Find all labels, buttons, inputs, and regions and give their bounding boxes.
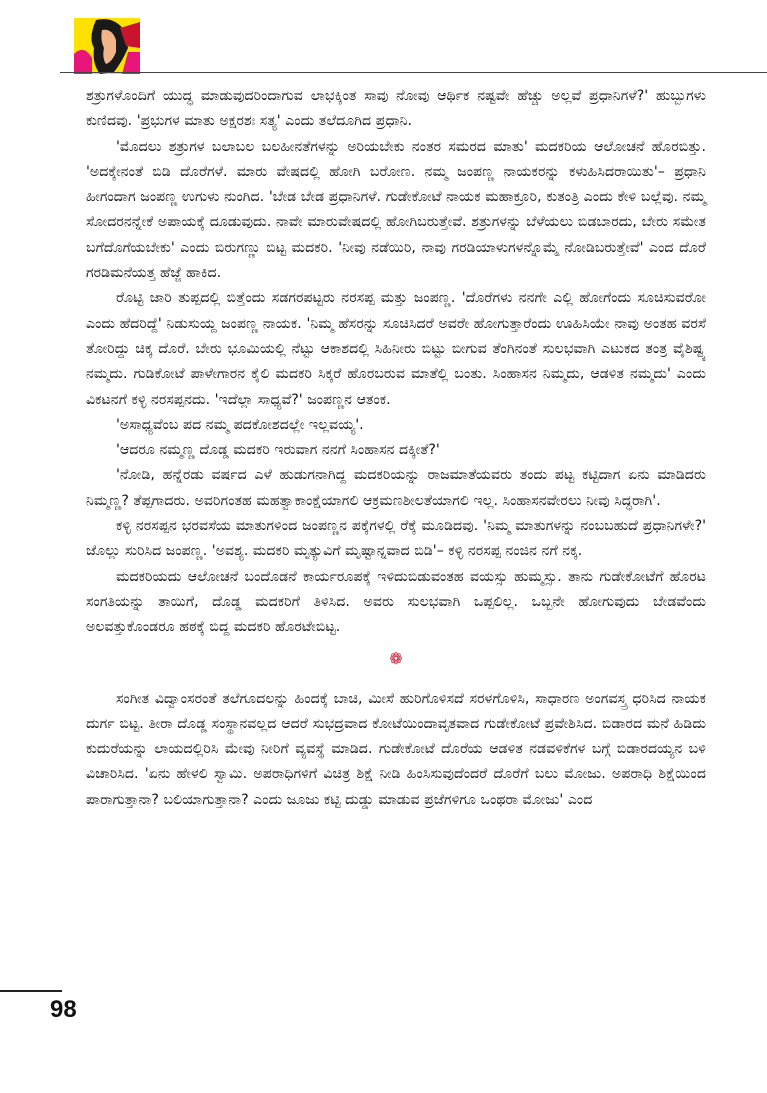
page-body	[86, 84, 706, 813]
paragraph: ಮದಕರಿಯದು ಆಲೋಚನೆ ಬಂದೊಡನೆ ಕಾರ್ಯರೂಪಕ್ಕೆ ಇಳಿದುಬಿಡುವಂತಹ ವಯಸ್ಸು ಹುಮ್ಮಸ್ಸು. ತಾನು ಗುಡೇಕೋಟೆಗೆ ಹೊರಟ ಸಂಗತಿಯನ್ನು ತಾಯಿಗೆ, ದೊಡ್ಡ ಮದಕರಿಗೆ ತಿಳಿಸಿದ. ಅವರು ಸುಲಭವಾಗಿ ಒಪ್ಪಲಿಲ್ಲ. ಒಬ್ಬನೇ ಹೋಗುವುದು ಬೇಡವೆಂದು ಅಲವತ್ತುಕೊಂಡರೂ ಹಠಕ್ಕೆ ಬಿದ್ದ ಮದಕರಿ ಹೊರಟೇಬಿಟ್ಟ.	[86, 568, 706, 636]
paragraph: 'ನೋಡಿ, ಹನ್ನೆರಡು ವರ್ಷದ ಎಳೆ ಹುಡುಗನಾಗಿದ್ದ ಮದಕರಿಯನ್ನು ರಾಜಮಾತೆಯವರು ತಂದು ಪಟ್ಟ ಕಟ್ಟಿದಾಗ ಏನು ಮಾಡಿದರು ನಿಮ್ಮಣ್ಣ? ತೆಪ್ಪಗಾದರು. ಅವರಿಗಂತಹ ಮಹತ್ವಾಕಾಂಕ್ಷೆಯಾಗಲಿ ಆಕ್ರಮಣಶೀಲತೆಯಾಗಲಿ ಇಲ್ಲ. ಸಿಂಹಾಸನವೇರಲು ನೀವು ಸಿದ್ಧರಾಗಿ'.	[86, 467, 706, 509]
page-number: 98	[50, 996, 77, 1023]
paragraph: ಕಳ್ಳಿ ನರಸಪ್ಪನ ಭರವಸೆಯ ಮಾತುಗಳಿಂದ ಜಂಪಣ್ಣನ ಪಕ್ಕೆಗಳಲ್ಲಿ ರೆಕ್ಕೆ ಮೂಡಿದವು. 'ನಿಮ್ಮ ಮಾತುಗಳನ್ನು ನಂಬಬಹುದೆ ಪ್ರಧಾನಿಗಳೇ?' ಜೊಲ್ಲು ಸುರಿಸಿದ ಜಂಪಣ್ಣ. 'ಅವಶ್ಯ. ಮದಕರಿ ಮೃತ್ಯುವಿಗೆ ಮೃಷ್ಟಾನ್ನವಾದ ಬಿಡಿ'– ಕಳ್ಳಿ ನರಸಪ್ಪ ನಂಜಿನ ನಗೆ ನಕ್ಕ.	[86, 518, 706, 560]
paragraph: 'ಆದರೂ ನಮ್ಮಣ್ಣ ದೊಡ್ಡ ಮದಕರಿ ಇರುವಾಗ ನನಗೆ ಸಿಂಹಾಸನ ದಕ್ಕೀತೆ?'	[116, 442, 440, 459]
paragraph: 'ಮೊದಲು ಶತ್ರುಗಳ ಬಲಾಬಲ ಬಲಹೀನತೆಗಳನ್ನು ಅರಿಯಬೇಕು ನಂತರ ಸಮರದ ಮಾತು' ಮದಕರಿಯ ಆಲೋಚನೆ ಹೊರಬಿತ್ತು. 'ಅದಕ್ಕೇನಂತೆ ಬಿಡಿ ದೊರೆಗಳೆ. ಮಾರು ವೇಷದಲ್ಲಿ ಹೋಗಿ ಬರೋಣ. ನಮ್ಮ ಜಂಪಣ್ಣ ನಾಯಕರನ್ನು ಕಳುಹಿಸಿದರಾಯಿತು'– ಪ್ರಧಾನಿ ಹೀಗಂದಾಗ ಜಂಪಣ್ಣ ಉಗುಳು ನುಂಗಿದ. 'ಬೇಡ ಬೇಡ ಪ್ರಧಾನಿಗಳೆ. ಗುಡೇಕೋಟೆ ನಾಯಕ ಮಹಾಕ್ರೂರಿ, ಕುತಂತ್ರಿ ಎಂದು ಕೇಳಿ ಬಲ್ಲೆವು. ನಮ್ಮ ಸೋದರನನ್ನೇಕೆ ಅಪಾಯಕ್ಕೆ ದೂಡುವುದು. ನಾವೇ ಮಾರುವೇಷದಲ್ಲಿ ಹೋಗಿಬರುತ್ತೇವೆ. ಶತ್ರುಗಳನ್ನು ಬೆಳೆಯಲು ಬಿಡಬಾರದು, ಬೇರು ಸಮೇತ ಬಗೆದೊಗೆಯಬೇಕು' ಎಂದು ಬಿರುಗಣ್ಣು ಬಿಟ್ಟ ಮದಕರಿ. 'ನೀವು ನಡೆಯಿರಿ, ನಾವು ಗರಡಿಯಾಳುಗಳನ್ನೊಮ್ಮೆ ನೋಡಿಬರುತ್ತೇವೆ' ಎಂದ ದೊರೆ ಗರಡಿಮನೆಯತ್ತ ಹೆಜ್ಜೆ ಹಾಕಿದ.	[86, 138, 706, 282]
footer-rule	[0, 990, 62, 992]
section-divider-icon: ❁	[389, 648, 403, 668]
paragraph: ಸಂಗೀತ ವಿದ್ವಾಂಸರಂತೆ ತಲೆಗೂದಲನ್ನು ಹಿಂದಕ್ಕೆ ಬಾಚಿ, ಮೀಸೆ ಹುರಿಗೊಳಿಸದೆ ಸರಳಗೊಳಿಸಿ, ಸಾಧಾರಣ ಅಂಗವಸ್ತ್ರ ಧರಿಸಿದ ನಾಯಕ ದುರ್ಗ ಬಿಟ್ಟ. ತೀರಾ ದೊಡ್ಡ ಸಂಸ್ಥಾನವಲ್ಲದ ಆದರೆ ಸುಭದ್ರವಾದ ಕೋಟೆಯಿಂದಾವೃತವಾದ ಗುಡೇಕೋಟೆ ಪ್ರವೇಶಿಸಿದ. ಬಿಡಾರದ ಮನೆ ಹಿಡಿದು ಕುದುರೆಯನ್ನು ಲಾಯದಲ್ಲಿರಿಸಿ ಮೇವು ನೀರಿಗೆ ವ್ಯವಸ್ಥೆ ಮಾಡಿದ. ಗುಡೇಕೋಟೆ ದೊರೆಯ ಆಡಳಿತ ನಡವಳಿಕೆಗಳ ಬಗ್ಗೆ ಬಿಡಾರದಯ್ಯನ ಬಳಿ ವಿಚಾರಿಸಿದ. 'ಏನು ಹೇಳಲಿ ಸ್ವಾಮಿ. ಅಪರಾಧಿಗಳಿಗೆ ವಿಚಿತ್ರ ಶಿಕ್ಷೆ ನೀಡಿ ಹಿಂಸಿಸುವುದೆಂದರೆ ದೊರೆಗೆ ಬಲು ಮೋಜು. ಅಪರಾಧಿ ಶಿಕ್ಷೆಯಿಂದ ಪಾರಾಗುತ್ತಾನಾ? ಬಲಿಯಾಗುತ್ತಾನಾ? ಎಂದು ಜೂಜು ಕಟ್ಟಿ ದುಡ್ಡು ಮಾಡುವ ಪ್ರಜೆಗಳಿಗೂ ಒಂಥರಾ ಮೋಜು' ಎಂದ	[86, 690, 706, 808]
book-logo	[74, 18, 140, 74]
paragraph: ರೊಟ್ಟಿ ಜಾರಿ ತುಪ್ಪದಲ್ಲಿ ಬಿತ್ತೆಂದು ಸಡಗರಪಟ್ಟರು ನರಸಪ್ಪ ಮತ್ತು ಜಂಪಣ್ಣ. 'ದೊರೆಗಳು ನನಗೇ ಎಲ್ಲಿ ಹೋಗೆಂದು ಸೂಚಿಸುವರೋ ಎಂದು ಹೆದರಿದ್ದೆ' ನಿಡುಸುಯ್ದ ಜಂಪಣ್ಣ ನಾಯಕ. 'ನಿಮ್ಮ ಹೆಸರನ್ನು ಸೂಚಿಸಿದರೆ ಅವರೇ ಹೋಗುತ್ತಾರೆಂದು ಊಹಿಸಿಯೇ ನಾವು ಅಂತಹ ವರಸೆ ತೋರಿದ್ದು ಚಿಕ್ಕ ದೊರೆ. ಬೇರು ಭೂಮಿಯಲ್ಲಿ ನೆಟ್ಟು ಆಕಾಶದಲ್ಲಿ ಸಿಹಿನೀರು ಬಿಟ್ಟು ಬೀಗುವ ತೆಂಗಿನಂತೆ ಸುಲಭವಾಗಿ ಎಟುಕದ ತಂತ್ರ ವೈಶಿಷ್ಟ್ಯ ನಮ್ಮದು. ಗುಡಿಕೋಟೆ ಪಾಳೇಗಾರನ ಕೈಲಿ ಮದಕರಿ ಸಿಕ್ಕರೆ ಹೊರಬರುವ ಮಾತೆಲ್ಲಿ ಬಂತು. ಸಿಂಹಾಸನ ನಿಮ್ಮದು, ಆಡಳಿತ ನಮ್ಮದು' ಎಂದು ವಿಕಟನಗೆ ಕಳ್ಳಿ ನರಸಪ್ಪನದು. 'ಇದೆಲ್ಲಾ ಸಾಧ್ಯವೆ?' ಜಂಪಣ್ಣನ ಆತಂಕ.	[86, 290, 706, 408]
paragraph: 'ಅಸಾಧ್ಯವೆಂಬ ಪದ ನಮ್ಮ ಪದಕೋಶದಲ್ಲೇ ಇಲ್ಲವಯ್ಯ'.	[116, 416, 364, 433]
header-rule	[60, 72, 767, 73]
logo-face-icon	[74, 18, 140, 74]
paragraph: ಶತ್ರುಗಳೊಂದಿಗೆ ಯುದ್ಧ ಮಾಡುವುದರಿಂದಾಗುವ ಲಾಭಕ್ಕಿಂತ ಸಾವು ನೋವು ಆರ್ಥಿಕ ನಷ್ಟವೇ ಹೆಚ್ಚು ಅಲ್ಲವೆ ಪ್ರಧಾನಿಗಳೆ?' ಹುಬ್ಬುಗಳು ಕುಣಿದವು. 'ಪ್ರಭುಗಳ ಮಾತು ಅಕ್ಷರಶಃ ಸತ್ಯ' ಎಂದು ತಲೆದೂಗಿದ ಪ್ರಧಾನಿ.	[86, 88, 706, 130]
